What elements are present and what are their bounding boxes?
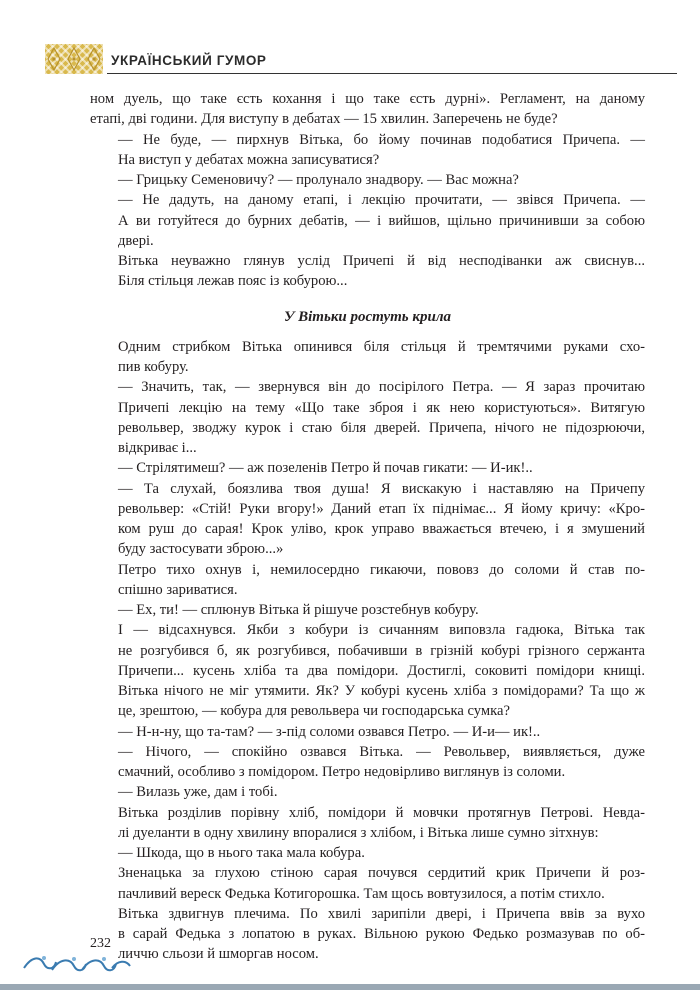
paragraph [90, 722, 645, 742]
text-line: в сарай Федька з лопатою в руках. Вільною рукою Федько розмазував по об- [118, 926, 645, 942]
section-title: У Вітьки ростуть крила [283, 308, 452, 325]
text-line: На виступ у дебатах можна записуватися? [118, 151, 380, 168]
text-line: — Та слухай, боязлива твоя душа! Я вискакую і наставляю на Причепу [118, 480, 645, 497]
paragraph [90, 742, 645, 783]
embroidery-ornament-icon [45, 44, 103, 74]
text-line: Зненацька за глухою стіною сарая почувся сердитий крик Причепи й роз- [118, 865, 645, 882]
text-block-after [90, 337, 645, 965]
paragraph [90, 130, 645, 171]
text-line: револьвер, зводжу курок і стаю біля дверей. Причепа, нічого не підозрюючи, [118, 419, 645, 436]
paragraph [90, 843, 645, 863]
header-divider [107, 73, 677, 74]
paragraph [90, 620, 645, 721]
running-header [45, 44, 677, 76]
paragraph [90, 600, 645, 620]
text-line: револьвер: «Стій! Руки вгору!» Даний етап їх піднімає... Я йому кричу: «Кро- [118, 500, 645, 517]
text-line: лі дуеланти в одну хвилину впоралися з хлібом, і Вітька лише сумно зітхнув: [118, 824, 599, 841]
text-line: спішно зариватися. [118, 581, 238, 598]
text-line: це, зрештою, — кобура для револьвера чи господарська сумка? [118, 703, 510, 720]
page-body [90, 89, 645, 965]
paragraph [90, 190, 645, 251]
text-line: пив кобуру. [118, 359, 189, 375]
text-line: — Не буде, — пирхнув Вітька, бо йому починав подобатися Причепа. — [118, 131, 645, 148]
text-line: І — відсахнувся. Якби з кобури із сичанням виповзла гадюка, Вітька так [118, 622, 645, 639]
paragraph [90, 904, 645, 965]
text-line: Вітька розділив порівну хліб, помідори й мовчки протягнув Петрові. Невда- [118, 804, 645, 821]
text-line: не розгубився б, як розгубився, побачивши в грізній кобурі грізного сержанта [118, 642, 645, 659]
text-line: Причепи... кусень хліба та два помідори. Достиглі, соковиті помідори книщі. [118, 662, 645, 679]
text-line: Біля стільця лежав пояс із кобурою... [118, 273, 348, 290]
paragraph [90, 377, 645, 458]
text-line: личчю сльози й шморгав носом. [118, 946, 319, 963]
paragraph [90, 458, 645, 478]
text-line: Вітька неуважно глянув услід Причепі й від несподіванки аж свиснув... [118, 253, 645, 269]
text-line: — Грицьку Семеновичу? — пролунало знадвору. — Вас можна? [118, 172, 519, 188]
text-block-before [90, 89, 645, 292]
paragraph [90, 170, 645, 190]
wave-ornament-icon [22, 950, 134, 983]
header-title: УКРАЇНСЬКИЙ ГУМОР [111, 53, 267, 68]
text-line: Вітька здвигнув плечима. По хвилі зарипіли двері, і Причепа ввів за вухо [118, 905, 645, 922]
text-line: А ви готуйтеся до бурних дебатів, — і вийшов, щільно причинивши за собою [118, 212, 645, 229]
paragraph [90, 782, 645, 802]
text-line: ном дуель, що таке єсть кохання і що таке єсть дурні». Регламент, на даному [90, 91, 645, 107]
text-line: Вітька нічого не міг утямити. Як? У кобурі кусень хліба з помідорами? Та що ж [118, 683, 645, 699]
paragraph [90, 251, 645, 292]
text-line: ком руш до сарая! Крок уліво, крок управо вважається втечею, і я змушений [118, 521, 645, 537]
text-line: — Не дадуть, на даному етапі, і лекцію прочитати, — звівся Причепа. — [118, 192, 645, 209]
text-line: — Стрілятимеш? — аж позеленів Петро й почав гикати: — И-ик!.. [118, 460, 533, 477]
paragraph [90, 863, 645, 904]
paragraph [90, 89, 645, 130]
paragraph [90, 479, 645, 560]
text-line: Одним стрибком Вітька опинився біля стільця й тремтячими руками схо- [118, 338, 645, 355]
text-line: — Значить, так, — звернувся він до посірілого Петра. — Я зараз прочитаю [118, 379, 645, 396]
text-line: пачливий вереск Федька Котигорошка. Там щось вовтузилося, а потім стихло. [118, 885, 605, 902]
text-line: смачний, особливо з помідором. Петро недовірливо виглянув із соломи. [118, 764, 566, 780]
page-number: 232 [90, 936, 111, 951]
paragraph [90, 803, 645, 844]
text-line: — Шкода, що в нього така мала кобура. [118, 845, 365, 861]
text-line: — Н-н-ну, що та-там? — з-під соломи озвався Петро. — И-и— ик!.. [118, 723, 541, 740]
text-line: етапі, дві години. Для виступу в дебатах — 15 хвилин. Заперечень не буде? [90, 111, 558, 128]
paragraph [90, 337, 645, 378]
text-line: Петро тихо охнув і, немилосердно гикаючи, пововз до соломи й став по- [118, 561, 645, 578]
text-line: відкриває і... [118, 440, 197, 456]
text-line: буду застосувати зброю...» [118, 541, 284, 558]
paragraph [90, 560, 645, 601]
bottom-border [0, 984, 700, 990]
text-line: Причепі лекцію на тему «Що таке зброя і як нею користуються». Витягую [118, 399, 645, 416]
text-line: — Ех, ти! — сплюнув Вітька й рішуче розстебнув кобуру. [118, 602, 479, 618]
text-line: — Нічого, — спокійно озвався Вітька. — Револьвер, виявляється, дуже [118, 743, 645, 760]
text-line: двері. [118, 232, 154, 249]
text-line: — Вилазь уже, дам і тобі. [118, 784, 278, 801]
